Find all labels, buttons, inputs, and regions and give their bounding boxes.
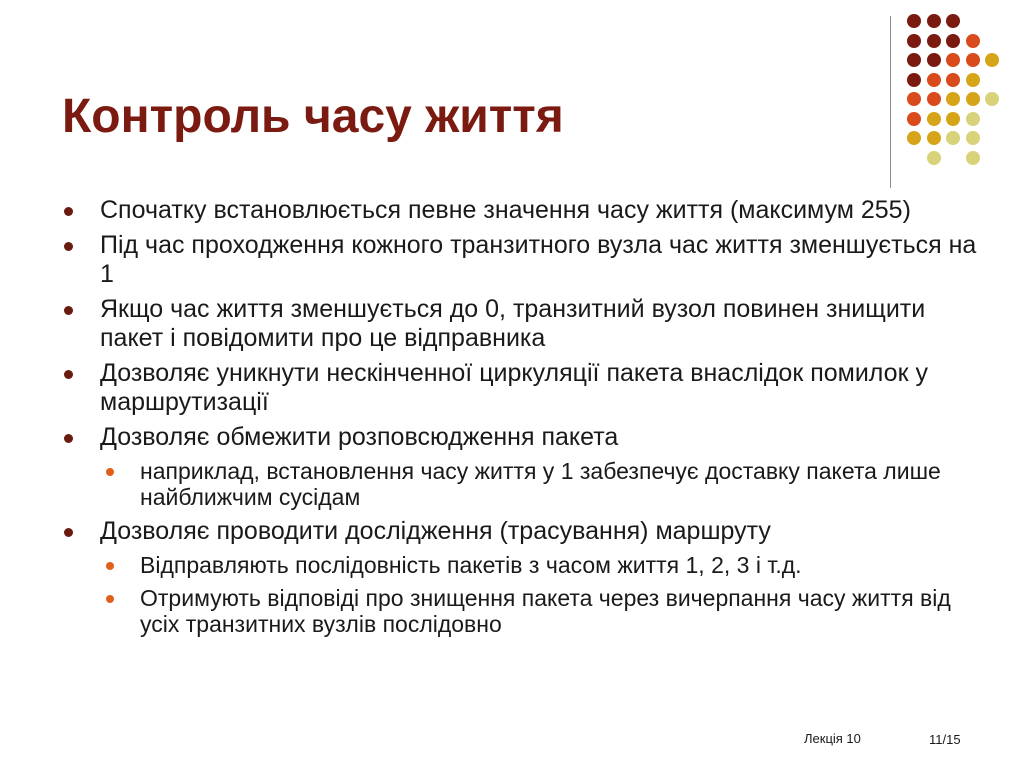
bullet-text: Спочатку встановлюється певне значення часу життя (максимум 255)	[100, 196, 911, 224]
decorative-dot-icon	[966, 73, 980, 87]
bullet-item	[58, 231, 978, 289]
decorative-dot-icon	[927, 53, 941, 67]
decorative-dot-icon	[907, 34, 921, 48]
bullet-item	[58, 359, 978, 417]
bullet-dot-icon	[64, 370, 73, 379]
decorative-dot-icon	[927, 92, 941, 106]
bullet-dot-icon	[64, 242, 73, 251]
decorative-dot-icon	[946, 34, 960, 48]
bullet-text: Дозволяє обмежити розповсюдження пакета	[100, 423, 619, 451]
title-divider	[890, 16, 891, 188]
decorative-dot-icon	[907, 131, 921, 145]
bullet-text: Під час проходження кожного транзитного вузла час життя зменшується на 1	[100, 231, 977, 288]
decorative-dot-icon	[927, 34, 941, 48]
sub-bullet-item	[58, 585, 978, 637]
decorative-dot-icon	[927, 151, 941, 165]
bullet-text: Дозволяє проводити дослідження (трасування) маршруту	[100, 517, 771, 545]
decorative-dot-icon	[907, 53, 921, 67]
bullet-dot-icon	[64, 528, 73, 537]
sub-bullet-dot-icon	[106, 562, 114, 570]
bullet-item	[58, 517, 978, 546]
bullet-list	[58, 196, 978, 644]
decorative-dot-icon	[966, 53, 980, 67]
decorative-dot-icon	[966, 151, 980, 165]
sub-bullet-text: наприклад, встановлення часу життя у 1 забезпечує доставку пакета лише найближчим сусідам	[140, 458, 941, 510]
sub-bullet-dot-icon	[106, 595, 114, 603]
bullet-item	[58, 196, 978, 225]
footer-lecture-label: Лекція 10	[804, 731, 861, 746]
bullet-text: Якщо час життя зменшується до 0, транзитний вузол повинен знищити пакет і повідомити про це відправника	[100, 295, 926, 352]
decorative-dot-icon	[946, 73, 960, 87]
decorative-dot-icon	[946, 112, 960, 126]
bullet-dot-icon	[64, 207, 73, 216]
decorative-dot-icon	[927, 112, 941, 126]
decorative-dot-icon	[966, 112, 980, 126]
sub-bullet-dot-icon	[106, 468, 114, 476]
bullet-item	[58, 423, 978, 452]
decorative-dot-icon	[946, 53, 960, 67]
sub-bullet-text: Відправляють послідовність пакетів з часом життя 1, 2, 3 і т.д.	[140, 552, 802, 578]
decorative-dot-icon	[966, 92, 980, 106]
decorative-dot-icon	[946, 131, 960, 145]
decorative-dot-icon	[946, 92, 960, 106]
footer-page-number: 11/15	[929, 732, 961, 747]
bullet-dot-icon	[64, 434, 73, 443]
slide-title: Контроль часу життя	[62, 90, 564, 143]
sub-bullet-item	[58, 458, 978, 510]
bullet-item	[58, 295, 978, 353]
decorative-dot-icon	[985, 92, 999, 106]
sub-bullet-item	[58, 552, 978, 578]
decorative-dot-icon	[927, 73, 941, 87]
decorative-dot-icon	[985, 53, 999, 67]
decorative-dot-grid	[905, 14, 1015, 164]
decorative-dot-icon	[907, 14, 921, 28]
decorative-dot-icon	[927, 14, 941, 28]
sub-bullet-text: Отримують відповіді про знищення пакета через вичерпання часу життя від усіх транзитних вузлів послідовно	[140, 585, 951, 637]
decorative-dot-icon	[907, 73, 921, 87]
decorative-dot-icon	[966, 131, 980, 145]
decorative-dot-icon	[966, 34, 980, 48]
decorative-dot-icon	[946, 14, 960, 28]
decorative-dot-icon	[927, 131, 941, 145]
bullet-text: Дозволяє уникнути нескінченної циркуляції пакета внаслідок помилок у маршрутизації	[100, 359, 928, 416]
decorative-dot-icon	[907, 92, 921, 106]
bullet-dot-icon	[64, 306, 73, 315]
decorative-dot-icon	[907, 112, 921, 126]
